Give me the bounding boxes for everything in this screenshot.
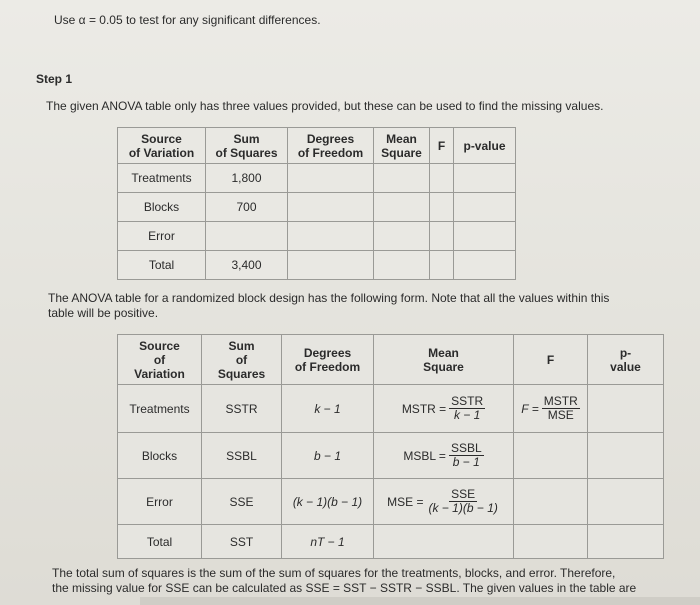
t2-row-source: Error <box>118 479 202 525</box>
t1-cell <box>454 164 516 193</box>
t1-cell <box>454 193 516 222</box>
t2-cell <box>514 479 588 525</box>
t1-cell <box>288 193 374 222</box>
t1-cell <box>454 222 516 251</box>
t1-cell <box>374 193 430 222</box>
table-row <box>118 479 664 525</box>
t1-header-f: F <box>430 128 454 164</box>
t2-row-ms: MSBL = $\frac{\text{SSBL}}{b - 1}$ <box>374 433 514 479</box>
t2-row-source: Total <box>118 525 202 559</box>
t1-cell <box>374 164 430 193</box>
t2-cell <box>588 433 664 479</box>
t2-cell <box>588 525 664 559</box>
table-row <box>118 251 516 280</box>
table-row <box>118 193 516 222</box>
t2-cell <box>514 433 588 479</box>
step-text: The given ANOVA table only has three values provided, but these can be used to find the missing values. <box>46 99 604 113</box>
t1-row-ss: 1,800 <box>206 164 288 193</box>
table-row <box>118 222 516 251</box>
bottom-text-1: The total sum of squares is the sum of the sum of squares for the treatments, blocks, and error. Therefore, <box>52 566 616 580</box>
t1-row-ss: 700 <box>206 193 288 222</box>
t1-cell <box>288 164 374 193</box>
t1-row-ss <box>206 222 288 251</box>
table-row <box>118 433 664 479</box>
t2-header-ms: Mean Square <box>374 335 514 385</box>
t2-cell <box>374 525 514 559</box>
t2-cell <box>588 385 664 433</box>
t1-row-source: Treatments <box>118 164 206 193</box>
t1-header-source: Source of Variation <box>118 128 206 164</box>
t2-header-f: F <box>514 335 588 385</box>
table-row <box>118 385 664 433</box>
t1-cell <box>430 222 454 251</box>
anova-form-table <box>117 334 664 559</box>
t1-header-p: p-value <box>454 128 516 164</box>
t2-row-df: k − 1 <box>282 385 374 433</box>
t2-row-df: b − 1 <box>282 433 374 479</box>
form-text-2: table will be positive. <box>48 306 159 320</box>
t1-cell <box>288 222 374 251</box>
t2-row-source: Treatments <box>118 385 202 433</box>
t2-header-source: Source of Variation <box>118 335 202 385</box>
t2-row-df: (k − 1)(b − 1) <box>282 479 374 525</box>
t2-cell <box>514 525 588 559</box>
t2-row-ss: SSTR <box>202 385 282 433</box>
t2-row-ss: SST <box>202 525 282 559</box>
t1-row-source: Error <box>118 222 206 251</box>
cropped-content-strip <box>140 597 700 605</box>
t2-row-f: F = $\frac{\text{MSTR}}{\text{MSE}}$ <box>514 385 588 433</box>
t2-row-ss: SSE <box>202 479 282 525</box>
t1-cell <box>454 251 516 280</box>
bottom-text-2: the missing value for SSE can be calculated as SSE = SST − SSTR − SSBL. The given values in the table are <box>52 581 637 595</box>
t2-row-df: nT − 1 <box>282 525 374 559</box>
t2-row-ms: MSE = $\frac{\text{SSE}}{(k - 1)(b - 1)}$ <box>374 479 514 525</box>
t2-row-ms: MSTR = $\frac{\text{SSTR}}{k - 1}$ <box>374 385 514 433</box>
t1-row-source: Blocks <box>118 193 206 222</box>
given-anova-table <box>117 127 516 280</box>
table-row <box>118 525 664 559</box>
t2-cell <box>588 479 664 525</box>
t2-header-p: p- value <box>588 335 664 385</box>
t1-row-ss: 3,400 <box>206 251 288 280</box>
table-row <box>118 164 516 193</box>
t1-cell <box>430 193 454 222</box>
t1-cell <box>430 251 454 280</box>
t2-row-source: Blocks <box>118 433 202 479</box>
t1-row-source: Total <box>118 251 206 280</box>
t1-header-ms: Mean Square <box>374 128 430 164</box>
t2-row-ss: SSBL <box>202 433 282 479</box>
t1-header-df: Degrees of Freedom <box>288 128 374 164</box>
t2-header-df: Degrees of Freedom <box>282 335 374 385</box>
form-text-1: The ANOVA table for a randomized block design has the following form. Note that all the values within this <box>48 291 610 305</box>
t1-cell <box>374 222 430 251</box>
t2-header-ss: Sum of Squares <box>202 335 282 385</box>
step-label: Step 1 <box>36 72 73 86</box>
intro-text: Use α = 0.05 to test for any significant differences. <box>54 13 321 27</box>
t1-header-ss: Sum of Squares <box>206 128 288 164</box>
t1-cell <box>430 164 454 193</box>
t1-cell <box>374 251 430 280</box>
t1-cell <box>288 251 374 280</box>
